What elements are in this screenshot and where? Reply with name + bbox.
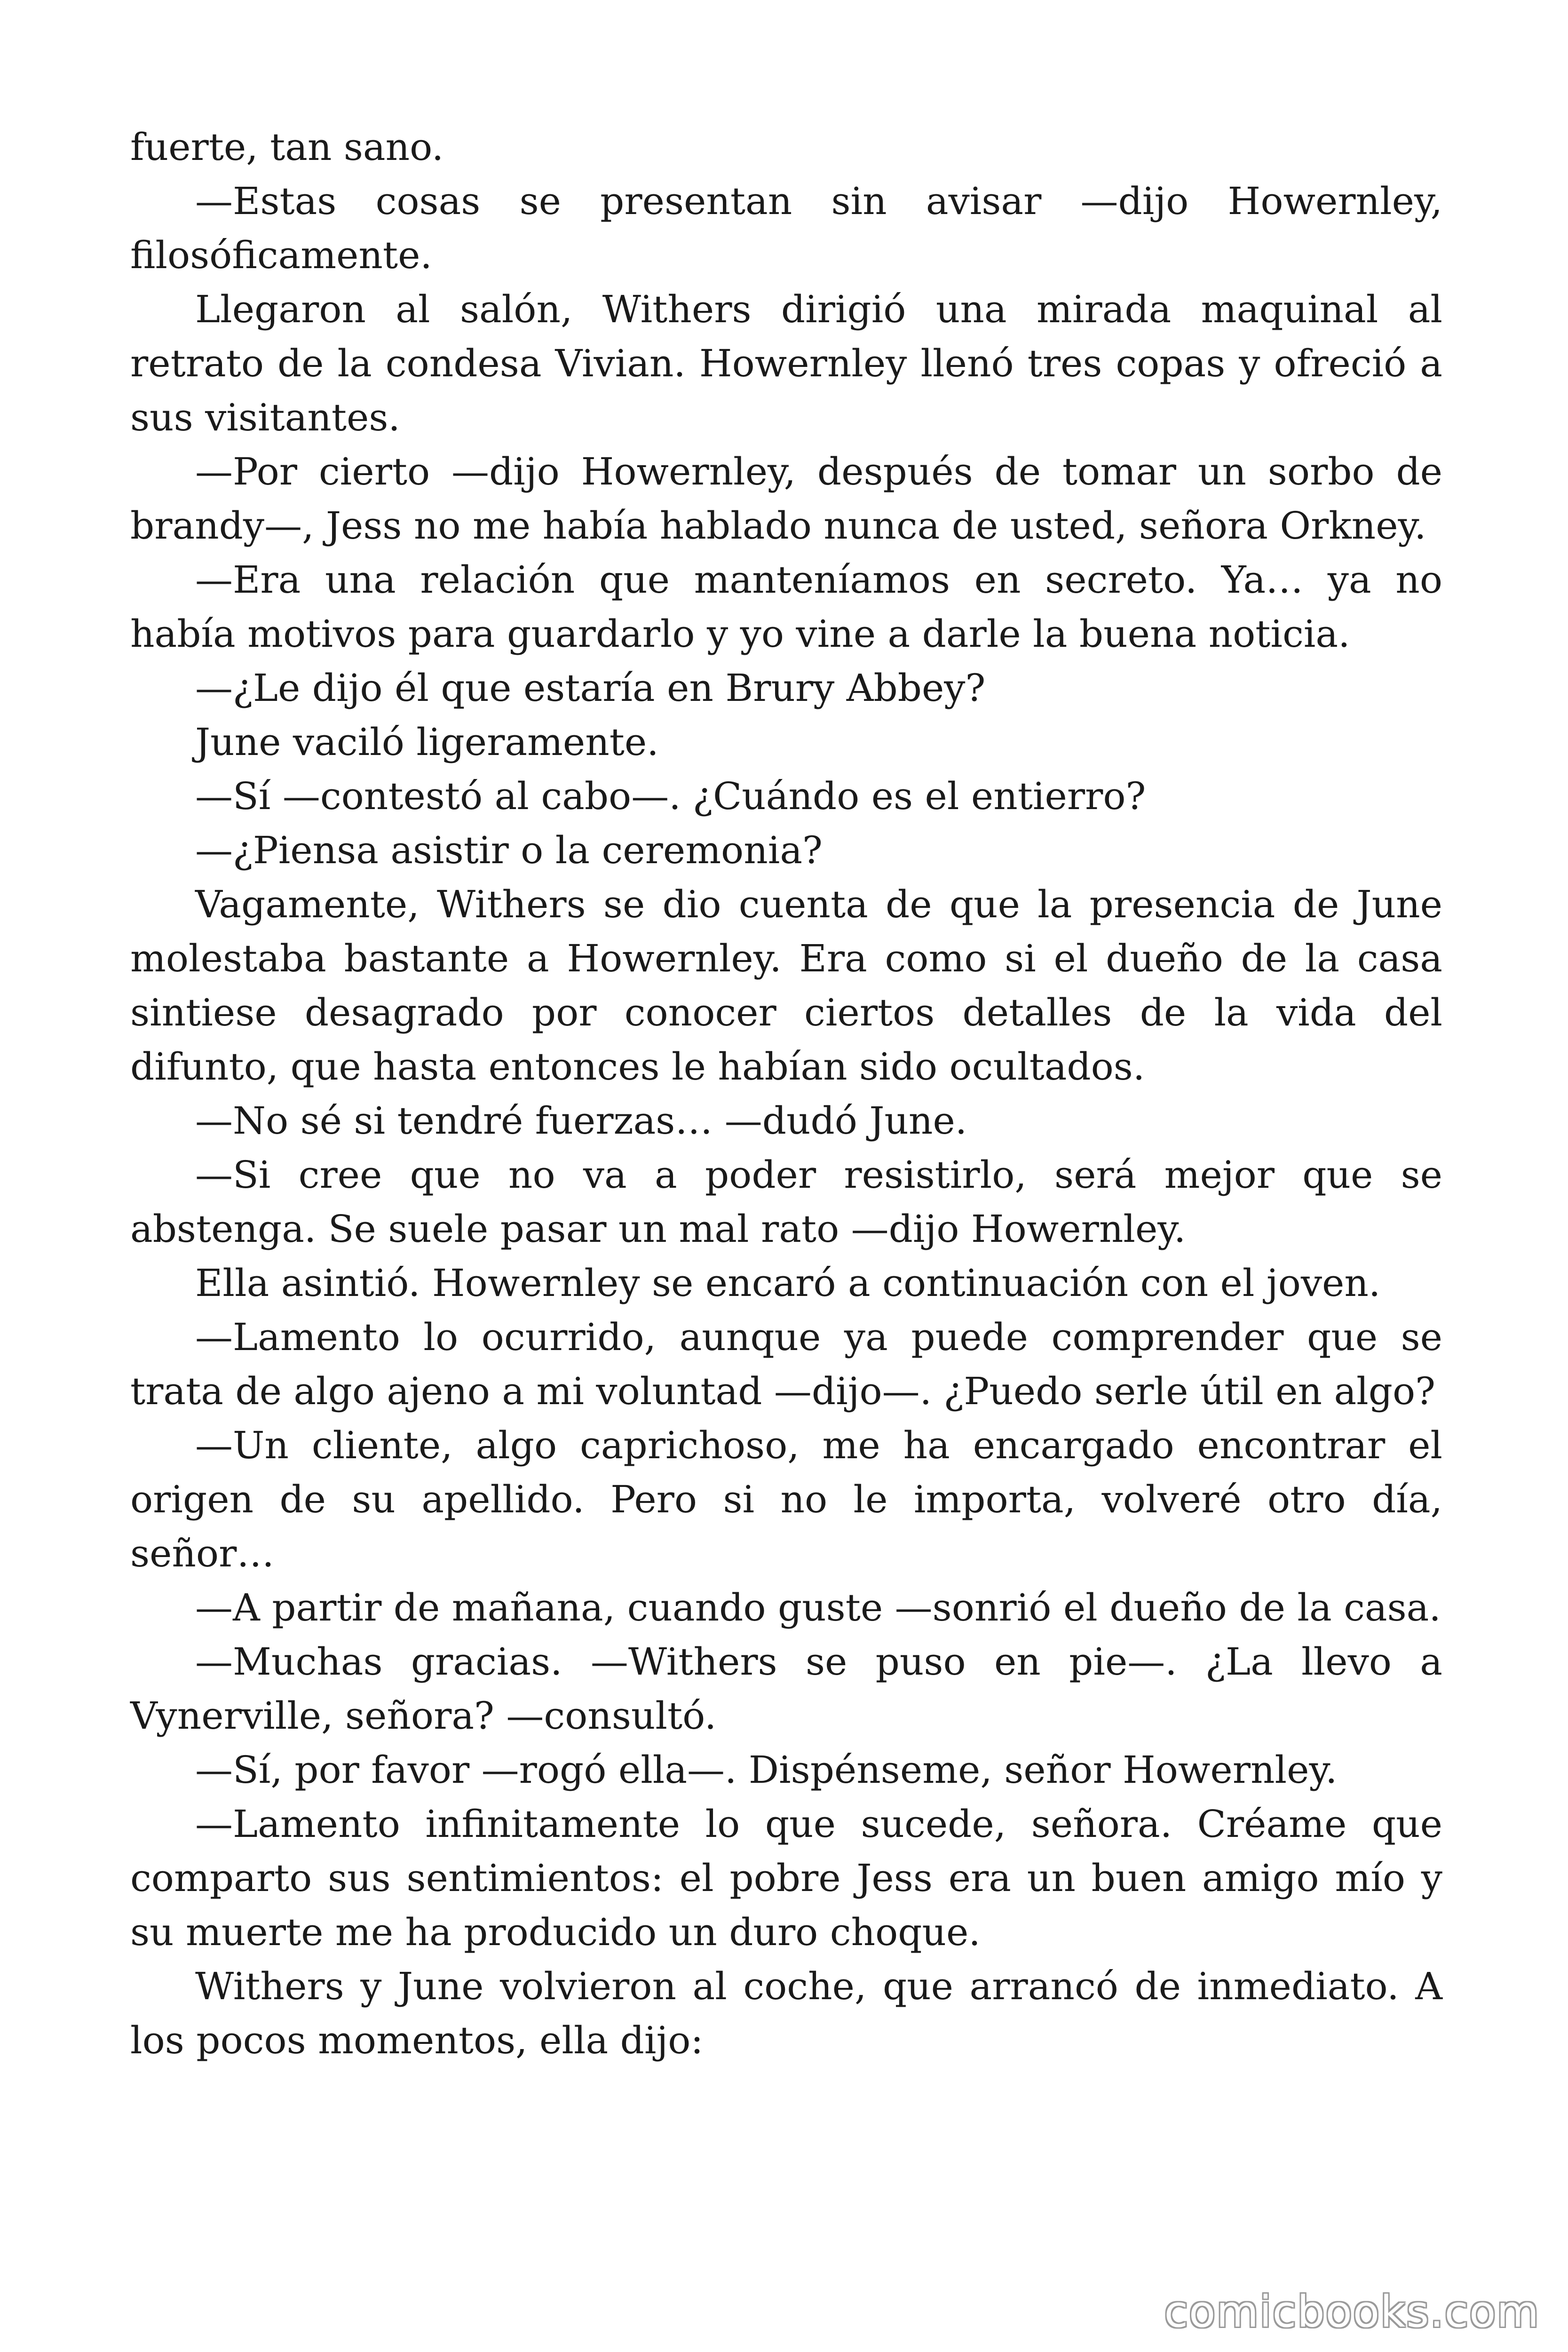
paragraph-16: —A partir de mañana, cuando guste —sonrió el dueño de la casa. (195, 1586, 1441, 1629)
paragraph-19: —Lamento infinitamente lo que sucede, señora. Créame que comparto sus sentimientos: el pobre Jess era un buen amigo mío y su muerte me ha producido un duro choque. (130, 1802, 1442, 1954)
paragraph-5: —Era una relación que manteníamos en secreto. Ya… ya no había motivos para guardarlo y yo vine a darle la buena noticia. (130, 558, 1442, 656)
paragraph-2: —Estas cosas se presentan sin avisar —dijo Howernley, filosóficamente. (130, 179, 1442, 277)
paragraph-3: Llegaron al salón, Withers dirigió una mirada maquinal al retrato de la condesa Vivian. Howernley llenó tres copas y ofreció a sus visitantes. (130, 287, 1442, 439)
paragraph-1: fuerte, tan sano. (130, 125, 444, 169)
paragraph-9: —¿Piensa asistir o la ceremonia? (195, 828, 823, 872)
paragraph-14: —Lamento lo ocurrido, aunque ya puede comprender que se trata de algo ajeno a mi voluntad —dijo—. ¿Puedo serle útil en algo? (130, 1315, 1442, 1413)
paragraph-4: —Por cierto —dijo Howernley, después de tomar un sorbo de brandy—, Jess no me había hablado nunca de usted, señora Orkney. (130, 450, 1442, 548)
paragraph-18: —Sí, por favor —rogó ella—. Dispénseme, señor Howernley. (195, 1748, 1338, 1792)
paragraph-12: —Si cree que no va a poder resistirlo, será mejor que se abstenga. Se suele pasar un mal rato —dijo Howernley. (130, 1153, 1442, 1251)
paragraph-6: —¿Le dijo él que estaría en Brury Abbey? (195, 666, 986, 710)
paragraph-20: Withers y June volvieron al coche, que arrancó de inmediato. A los pocos momentos, ella dijo: (130, 1964, 1442, 2062)
paragraph-10: Vagamente, Withers se dio cuenta de que la presencia de June molestaba bastante a Howernley. Era como si el dueño de la casa sintiese desagrado por conocer ciertos detalles de la vida del difunto, que hasta entonces le habían sido ocultados. (130, 882, 1442, 1089)
paragraph-11: —No sé si tendré fuerzas… —dudó June. (195, 1099, 967, 1143)
paragraph-15: —Un cliente, algo caprichoso, me ha encargado encontrar el origen de su apellido. Pero si no le importa, volveré otro día, señor… (130, 1423, 1442, 1575)
paragraph-8: —Sí —contestó al cabo—. ¿Cuándo es el entierro? (195, 774, 1146, 818)
paragraph-13: Ella asintió. Howernley se encaró a continuación con el joven. (195, 1261, 1381, 1305)
paragraph-17: —Muchas gracias. —Withers se puso en pie—. ¿La llevo a Vynerville, señora? —consultó. (130, 1640, 1442, 1738)
body-text (130, 120, 1442, 2067)
watermark: comicbooks.com (1164, 2287, 1540, 2337)
paragraph-7: June vaciló ligeramente. (195, 720, 659, 764)
